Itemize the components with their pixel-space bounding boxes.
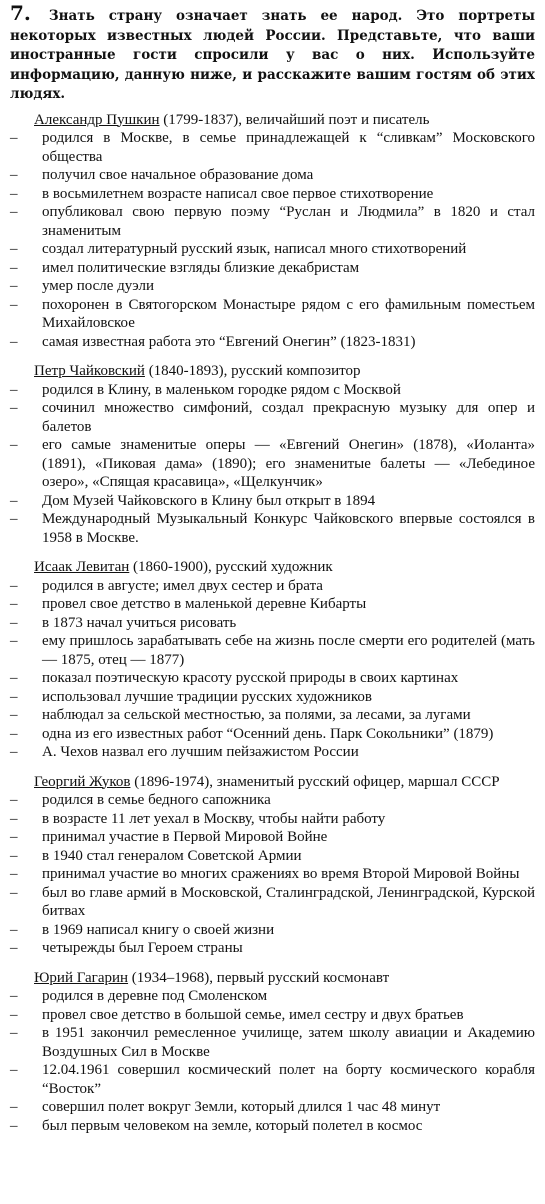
dash-bullet: – <box>10 829 18 845</box>
list-item <box>10 921 535 940</box>
fact-text: Дом Музей Чайковского в Клину был открыт в 1894 <box>42 492 376 509</box>
list-item <box>10 595 535 614</box>
person-description: (1840-1893), русский композитор <box>144 363 361 379</box>
fact-text: создал литературный русский язык, написал много стихотворений <box>42 241 467 257</box>
person-heading <box>10 558 535 577</box>
list-item <box>10 333 535 352</box>
dash-bullet: – <box>10 185 18 202</box>
fact-text: принимал участие в Первой Мировой Войне <box>42 829 328 845</box>
dash-bullet: – <box>10 204 18 220</box>
dash-bullet: – <box>10 744 18 760</box>
fact-text: в восьмилетнем возрасте написал свое первое стихотворение <box>42 185 434 202</box>
fact-text: его самые знаменитые оперы — «Евгений Онегин» (1878), «Иоланта» (1891), «Пиковая дама» (1890); его знаменитые балеты — «Лебединое озеро», «Спящая красавица», «Щелкунчик» <box>42 437 535 490</box>
fact-text: одна из его известных работ “Осенний день. Парк Сокольники” (1879) <box>42 725 494 742</box>
dash-bullet: – <box>10 866 18 882</box>
fact-text: совершил полет вокруг Земли, который длился 1 час 48 минут <box>42 1099 441 1115</box>
fact-list <box>10 987 535 1135</box>
list-item <box>10 185 535 204</box>
list-item <box>10 865 535 884</box>
fact-text: в 1951 закончил ремесленное училище, затем школу авиации и Академию Воздушных Сил в Москве <box>42 1025 535 1060</box>
fact-text: получил свое начальное образование дома <box>42 167 314 183</box>
task-text: Знать страну означает знать ее народ. Это портреты некоторых известных людей России. Представьте, что ваши иностранные гости спросили у вас о них. Используйте информацию, данную ниже, и расскажите вашим гостям об этих людях. <box>10 8 535 102</box>
dash-bullet: – <box>10 577 18 594</box>
person-heading <box>10 362 535 381</box>
fact-text: похоронен в Святогорском Монастыре рядом с его фамильным поместьем Михайловское <box>42 296 535 331</box>
person-description: (1860-1900), русский художник <box>129 559 333 575</box>
person-section <box>10 558 535 762</box>
dash-bullet: – <box>10 130 18 146</box>
dash-bullet: – <box>10 437 18 453</box>
person-name: Петр Чайковский <box>34 363 145 379</box>
dash-bullet: – <box>10 296 18 313</box>
fact-text: четырежды был Героем страны <box>42 940 243 956</box>
fact-text: в возрасте 11 лет уехал в Москву, чтобы найти работу <box>42 810 386 827</box>
person-description: (1934–1968), первый русский космонавт <box>128 969 390 986</box>
fact-text: наблюдал за сельской местностью, за полями, за лесами, за лугами <box>42 707 471 723</box>
list-item <box>10 1061 535 1098</box>
list-item <box>10 791 535 810</box>
list-item <box>10 706 535 725</box>
person-name: Юрий Гагарин <box>34 969 129 986</box>
fact-text: опубликовал свою первую поэму “Руслан и Людмила” в 1820 и стал знаменитым <box>42 204 535 239</box>
fact-list <box>10 791 535 958</box>
list-item <box>10 847 535 866</box>
list-item <box>10 939 535 958</box>
fact-text: сочинил множество симфоний, создал прекрасную музыку для опер и балетов <box>42 400 535 435</box>
person-section <box>10 111 535 352</box>
dash-bullet: – <box>10 940 18 956</box>
list-item <box>10 277 535 296</box>
task-statement <box>10 1 535 105</box>
dash-bullet: – <box>10 381 18 398</box>
people-list <box>10 111 535 1136</box>
list-item <box>10 436 535 492</box>
list-item <box>10 1098 535 1117</box>
person-description: (1799-1837), величайший поэт и писатель <box>159 111 430 128</box>
list-item <box>10 743 535 762</box>
dash-bullet: – <box>10 884 18 901</box>
dash-bullet: – <box>10 1117 18 1134</box>
dash-bullet: – <box>10 633 18 649</box>
fact-text: провел свое детство в большой семье, имел сестру и двух братьев <box>42 1006 464 1023</box>
fact-text: А. Чехов назвал его лучшим пейзажистом России <box>42 744 359 760</box>
person-section <box>10 773 535 958</box>
fact-list <box>10 577 535 762</box>
list-item <box>10 1024 535 1061</box>
list-item <box>10 669 535 688</box>
fact-text: Международный Музыкальный Конкурс Чайковского впервые состоялся в 1958 в Москве. <box>42 511 535 546</box>
fact-text: принимал участие во многих сражениях во время Второй Мировой Войны <box>42 866 520 882</box>
list-item <box>10 259 535 278</box>
list-item <box>10 725 535 744</box>
person-heading <box>10 969 535 988</box>
dash-bullet: – <box>10 596 18 612</box>
fact-text: был во главе армий в Московской, Сталинградской, Ленинградской, Курской битвах <box>42 884 535 919</box>
dash-bullet: – <box>10 988 18 1004</box>
dash-bullet: – <box>10 1006 18 1023</box>
dash-bullet: – <box>10 810 18 827</box>
list-item <box>10 1006 535 1025</box>
list-item <box>10 166 535 185</box>
list-item <box>10 688 535 707</box>
fact-text: родился в августе; имел двух сестер и брата <box>42 577 323 594</box>
list-item <box>10 884 535 921</box>
person-heading <box>10 773 535 792</box>
fact-text: провел свое детство в маленькой деревне Кибарты <box>42 596 367 612</box>
dash-bullet: – <box>10 670 18 686</box>
person-heading <box>10 111 535 130</box>
person-name: Александр Пушкин <box>34 111 160 128</box>
person-name: Георгий Жуков <box>34 773 131 790</box>
dash-bullet: – <box>10 492 18 509</box>
fact-text: умер после дуэли <box>42 278 154 294</box>
dash-bullet: – <box>10 259 18 276</box>
list-item <box>10 240 535 259</box>
dash-bullet: – <box>10 167 18 183</box>
fact-text: 12.04.1961 совершил космический полет на борту космического корабля “Восток” <box>42 1062 535 1097</box>
dash-bullet: – <box>10 511 18 527</box>
list-item <box>10 632 535 669</box>
fact-text: имел политические взгляды близкие декабристам <box>42 259 360 276</box>
person-description: (1896-1974), знаменитый русский офицер, маршал СССР <box>130 773 500 790</box>
fact-text: в 1969 написал книгу о своей жизни <box>42 921 275 938</box>
list-item <box>10 129 535 166</box>
dash-bullet: – <box>10 847 18 864</box>
list-item <box>10 828 535 847</box>
fact-list <box>10 381 535 548</box>
fact-text: был первым человеком на земле, который полетел в космос <box>42 1117 423 1134</box>
fact-text: в 1873 начал учиться рисовать <box>42 614 237 631</box>
dash-bullet: – <box>10 1062 18 1078</box>
dash-bullet: – <box>10 725 18 742</box>
person-name: Исаак Левитан <box>34 559 130 575</box>
fact-text: родился в деревне под Смоленском <box>42 988 268 1004</box>
dash-bullet: – <box>10 278 18 294</box>
dash-bullet: – <box>10 792 18 808</box>
list-item <box>10 399 535 436</box>
dash-bullet: – <box>10 614 18 631</box>
list-item <box>10 381 535 400</box>
dash-bullet: – <box>10 1099 18 1115</box>
list-item <box>10 203 535 240</box>
fact-text: показал поэтическую красоту русской природы в своих картинах <box>42 670 459 686</box>
list-item <box>10 614 535 633</box>
task-number: 7. <box>10 1 31 25</box>
dash-bullet: – <box>10 1025 18 1041</box>
dash-bullet: – <box>10 333 18 350</box>
person-section <box>10 362 535 547</box>
dash-bullet: – <box>10 241 18 257</box>
list-item <box>10 1117 535 1136</box>
dash-bullet: – <box>10 707 18 723</box>
list-item <box>10 810 535 829</box>
list-item <box>10 492 535 511</box>
fact-list <box>10 129 535 351</box>
list-item <box>10 510 535 547</box>
fact-text: родился в Клину, в маленьком городке рядом с Москвой <box>42 381 401 398</box>
list-item <box>10 577 535 596</box>
person-section <box>10 969 535 1136</box>
fact-text: использовал лучшие традиции русских художников <box>42 688 372 705</box>
fact-text: в 1940 стал генералом Советской Армии <box>42 847 302 864</box>
list-item <box>10 296 535 333</box>
fact-text: родился в Москве, в семье принадлежащей к “сливкам” Московского общества <box>42 130 535 165</box>
fact-text: ему пришлось зарабатывать себе на жизнь после смерти его родителей (мать — 1875, отец — 1877) <box>42 633 535 668</box>
fact-text: самая известная работа это “Евгений Онегин” (1823-1831) <box>42 333 416 350</box>
fact-text: родился в семье бедного сапожника <box>42 792 271 808</box>
dash-bullet: – <box>10 688 18 705</box>
dash-bullet: – <box>10 921 18 938</box>
dash-bullet: – <box>10 400 18 416</box>
list-item <box>10 987 535 1006</box>
